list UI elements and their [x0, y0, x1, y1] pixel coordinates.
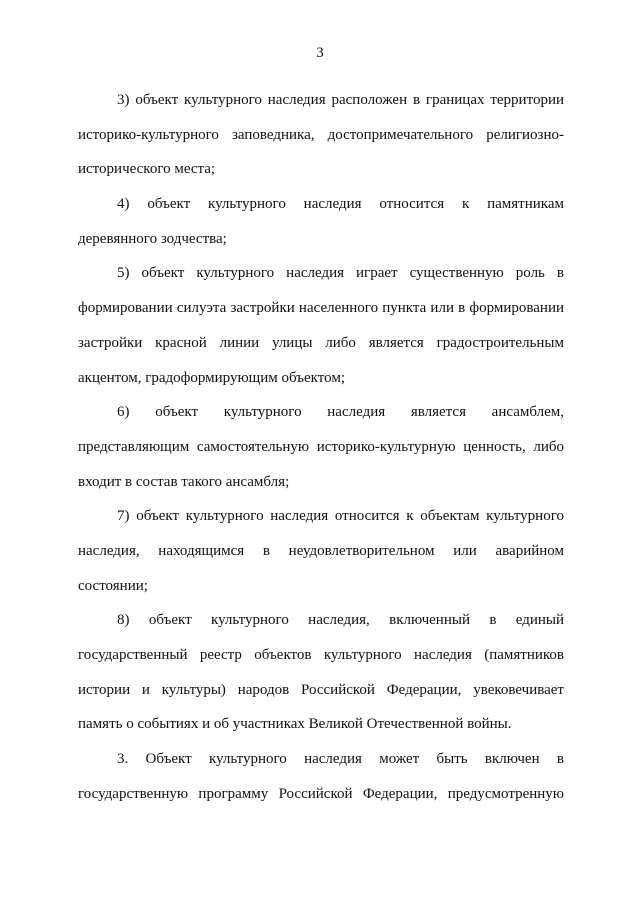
text-line: историко-культурного заповедника, достопримечательного религиозно-: [78, 126, 564, 143]
paragraph-item-6: [78, 395, 564, 499]
text-line: представляющим самостоятельную историко-культурную ценность, либо: [78, 438, 564, 455]
text-line: истории и культуры) народов Российской Федерации, увековечивает: [78, 681, 564, 698]
text-line: формировании силуэта застройки населенного пункта или в формировании: [78, 300, 564, 317]
text-line: 3. Объект культурного наследия может быть включен в: [117, 751, 564, 768]
text-line: память о событиях и об участниках Великой Отечественной войны.: [78, 716, 512, 733]
text-line: государственный реестр объектов культурного наследия (памятников: [78, 647, 564, 663]
page-number: 3: [316, 45, 324, 61]
paragraph-item-3: [78, 83, 564, 187]
text-line: застройки красной линии улицы либо является градостроительным: [78, 334, 564, 351]
paragraph-item-7: [78, 499, 564, 603]
paragraph-item-8: [78, 603, 564, 742]
text-line: исторического места;: [78, 161, 216, 178]
text-line: государственную программу Российской Федерации, предусмотренную: [78, 785, 564, 802]
paragraph-point-3: [78, 742, 564, 811]
text-line: 8) объект культурного наследия, включенный в единый: [117, 612, 564, 629]
text-line: 7) объект культурного наследия относится к объектам культурного: [117, 508, 564, 525]
text-line: 4) объект культурного наследия относится к памятникам: [117, 196, 564, 213]
text-line: акцентом, градоформирующим объектом;: [78, 369, 345, 386]
paragraph-item-5: [78, 256, 564, 395]
text-line: наследия, находящимся в неудовлетворительном или аварийном: [78, 542, 564, 559]
text-line: деревянного зодчества;: [78, 230, 227, 247]
text-line: 5) объект культурного наследия играет существенную роль в: [117, 265, 564, 282]
text-line: 3) объект культурного наследия расположен в границах территории: [117, 92, 564, 108]
text-line: 6) объект культурного наследия является ансамблем,: [117, 404, 564, 421]
paragraph-item-4: [78, 187, 564, 256]
text-line: входит в состав такого ансамбля;: [78, 473, 290, 490]
document-body: [78, 83, 564, 811]
text-line: состоянии;: [78, 577, 148, 594]
